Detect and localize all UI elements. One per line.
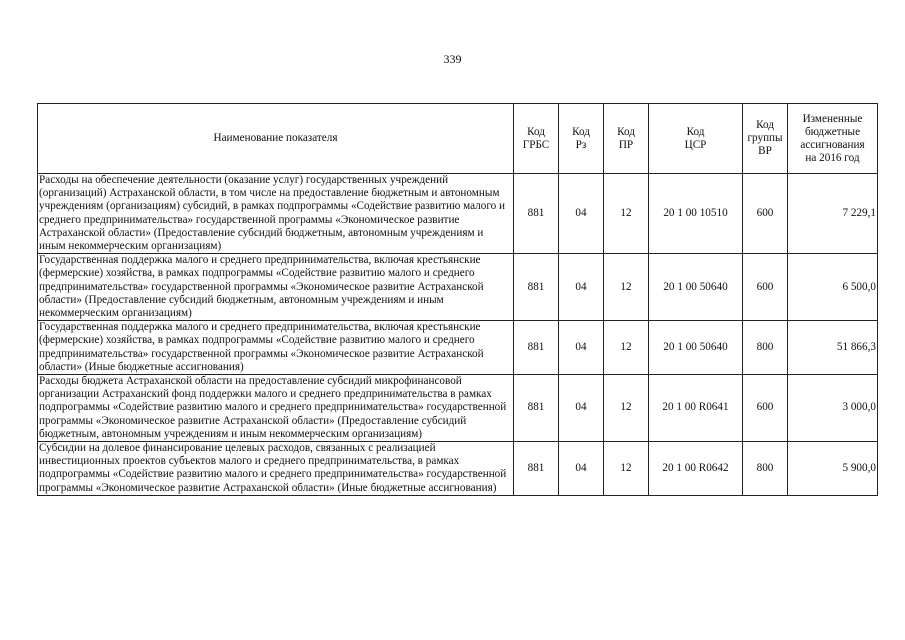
row-amount: 51 866,3 — [788, 321, 878, 375]
header-vr: Код группы ВР — [743, 104, 788, 174]
header-rz: Код Рз — [559, 104, 604, 174]
row-pr: 12 — [604, 254, 649, 321]
row-grbs: 881 — [514, 254, 559, 321]
row-rz: 04 — [559, 254, 604, 321]
header-amount: Измененные бюджетные ассигнования на 2016 год — [788, 104, 878, 174]
header-grbs: Код ГРБС — [514, 104, 559, 174]
row-pr: 12 — [604, 375, 649, 442]
budget-table — [37, 103, 878, 496]
table-row — [38, 321, 878, 375]
header-csr: Код ЦСР — [649, 104, 743, 174]
row-amount: 5 900,0 — [788, 442, 878, 496]
table-header-row — [38, 104, 878, 174]
row-csr: 20 1 00 R0641 — [649, 375, 743, 442]
header-pr: Код ПР — [604, 104, 649, 174]
row-name: Государственная поддержка малого и среднего предпринимательства, включая крестьянские (фермерские) хозяйства, в рамках подпрограммы «Содействие развитию малого и среднего предпринимательства» государственной программы «Экономическое развитие Астраханской области» (Иные бюджетные ассигнования) — [38, 321, 514, 375]
row-amount: 7 229,1 — [788, 174, 878, 254]
row-rz: 04 — [559, 375, 604, 442]
row-grbs: 881 — [514, 442, 559, 496]
row-rz: 04 — [559, 174, 604, 254]
row-rz: 04 — [559, 442, 604, 496]
row-name: Расходы бюджета Астраханской области на предоставление субсидий микрофинансовой организации Астраханский фонд поддержки малого и среднего предпринимательства в рамках подпрограммы «Содействие развитию малого и среднего предпринимательства» государственной программы «Экономическое развитие Астраханской области» (Предоставление субсидий бюджетным, автономным учреждениям и иным некоммерческим организациям) — [38, 375, 514, 442]
row-pr: 12 — [604, 174, 649, 254]
table-row — [38, 254, 878, 321]
row-grbs: 881 — [514, 375, 559, 442]
row-name: Субсидии на долевое финансирование целевых расходов, связанных с реализацией инвестиционных проектов субъектов малого и среднего предпринимательства, в рамках подпрограммы «Содействие развитию малого и среднего предпринимательства» государственной программы «Экономическое развитие Астраханской области» (Иные бюджетные ассигнования) — [38, 442, 514, 496]
row-grbs: 881 — [514, 174, 559, 254]
row-csr: 20 1 00 10510 — [649, 174, 743, 254]
table-row — [38, 174, 878, 254]
row-vr: 600 — [743, 174, 788, 254]
row-pr: 12 — [604, 442, 649, 496]
row-vr: 600 — [743, 375, 788, 442]
row-pr: 12 — [604, 321, 649, 375]
table-row — [38, 442, 878, 496]
row-amount: 3 000,0 — [788, 375, 878, 442]
row-rz: 04 — [559, 321, 604, 375]
row-vr: 600 — [743, 254, 788, 321]
row-csr: 20 1 00 50640 — [649, 321, 743, 375]
row-csr: 20 1 00 R0642 — [649, 442, 743, 496]
row-vr: 800 — [743, 321, 788, 375]
row-amount: 6 500,0 — [788, 254, 878, 321]
row-name: Расходы на обеспечение деятельности (оказание услуг) государственных учреждений (организаций) Астраханской области, в том числе на предоставление бюджетным и автономным учреждениям (организациям) субсидий, в рамках подпрограммы «Содействие развитию малого и среднего предпринимательства» государственной программы «Экономическое развитие Астраханской области» (Предоставление субсидий бюджетным, автономным учреждениям и иным некоммерческим организациям) — [38, 174, 514, 254]
row-grbs: 881 — [514, 321, 559, 375]
row-csr: 20 1 00 50640 — [649, 254, 743, 321]
row-vr: 800 — [743, 442, 788, 496]
header-name: Наименование показателя — [38, 104, 514, 174]
table-row — [38, 375, 878, 442]
row-name: Государственная поддержка малого и среднего предпринимательства, включая крестьянские (фермерские) хозяйства, в рамках подпрограммы «Содействие развитию малого и среднего предпринимательства» государственной программы «Экономическое развитие Астраханской области» (Предоставление субсидий бюджетным, автономным учреждениям и иным некоммерческим организациям) — [38, 254, 514, 321]
page-number: 339 — [443, 52, 462, 66]
